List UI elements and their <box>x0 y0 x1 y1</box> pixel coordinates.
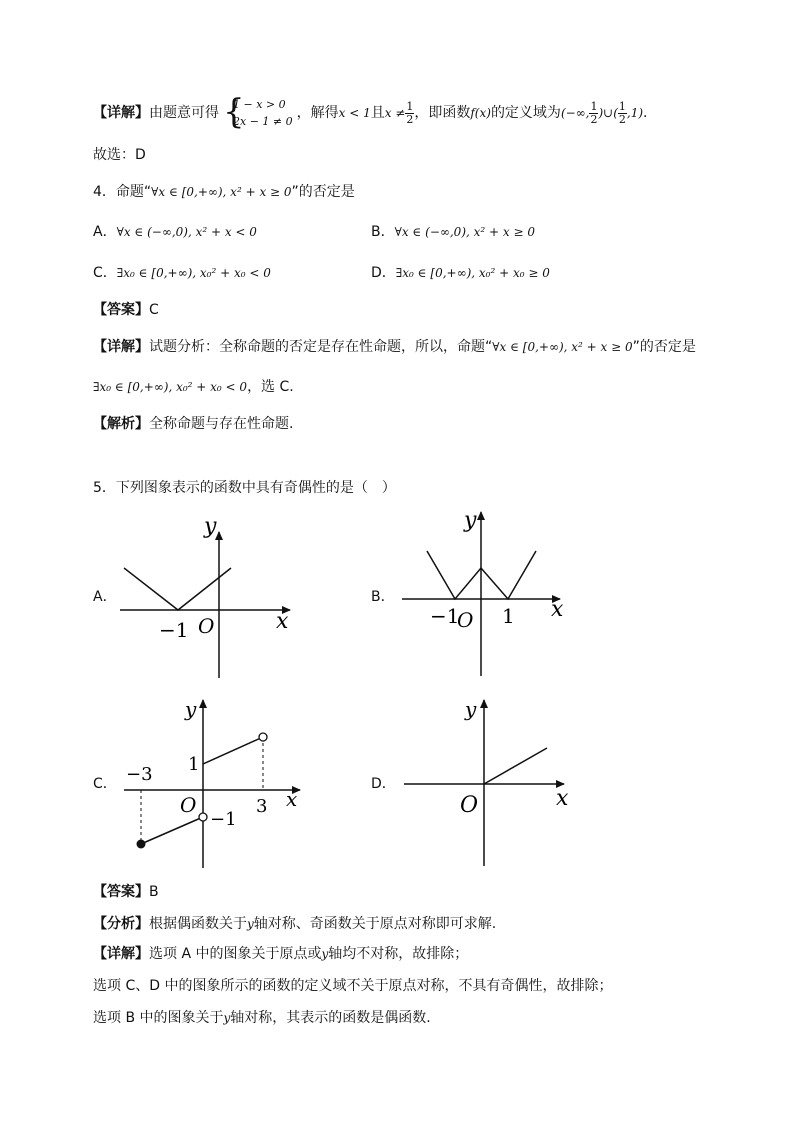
system-row-1: 1 − x > 0 <box>233 98 286 111</box>
fraction-half: $\frac{1}{2}$ <box>590 99 598 126</box>
graph-b-x-label: x <box>551 597 564 622</box>
q4-answer: 【答案】C <box>93 302 159 318</box>
graph-c-pos3: 3 <box>256 796 268 817</box>
detail-text: 由题意可得 <box>149 105 219 121</box>
q5-answer: 【答案】B <box>93 884 159 900</box>
equation-system: { 1 − x > 0 2x − 1 ≠ 0 <box>223 92 293 132</box>
q3-choice: 故选：D <box>93 147 146 163</box>
graph-b-y-label: y <box>464 508 477 533</box>
graph-c-open-point-top <box>259 733 267 741</box>
graph-a <box>120 532 290 678</box>
system-row-2: 2x − 1 ≠ 0 <box>233 115 293 128</box>
graph-c-lower-segment <box>141 817 203 844</box>
q5-detail-1: 【详解】选项 A 中的图象关于原点或y轴均不对称，故排除； <box>93 946 469 962</box>
graph-b-origin: O <box>457 608 474 632</box>
domain-left: (−∞, <box>560 106 590 120</box>
graph-c-neg1: −1 <box>210 809 237 830</box>
domain-mid: )∪( <box>598 106 618 120</box>
graph-c-x-label: x <box>286 787 298 811</box>
q5-label-a: A． <box>93 589 117 605</box>
detail-text: ，即函数 <box>414 105 471 121</box>
q5-detail-2: 选项 C、D 中的图象所示的函数的定义域不关于原点对称，不具有奇偶性，故排除； <box>93 978 613 994</box>
detail-tag: 【详解】 <box>93 105 149 121</box>
q4-analysis: 【解析】全称命题与存在性命题. <box>93 416 294 432</box>
stem-math: ∀x ∈ [0,+∞), x² + x ≥ 0 <box>151 185 292 199</box>
graph-d-y-label: y <box>465 697 477 721</box>
graph-a-curve <box>124 568 231 610</box>
q4-detail: 【详解】试题分析：全称命题的否定是存在性命题，所以，命题“∀x ∈ [0,+∞), x² + x ≥ 0”的否定是 <box>93 339 696 355</box>
period: . <box>643 105 648 121</box>
detail-text: 的定义域为 <box>490 105 561 121</box>
graph-b-neg1: −1 <box>430 604 460 628</box>
q4-option-a: A．∀x ∈ (−∞,0), x² + x < 0 <box>93 224 257 240</box>
q5-label-c: C． <box>93 776 117 792</box>
q5-detail-3: 选项 B 中的图象关于y轴对称，其表示的函数是偶函数. <box>93 1010 431 1026</box>
condition-2: x ≠ <box>384 106 406 120</box>
graph-a-neg1: −1 <box>159 618 189 642</box>
graph-a-origin: O <box>198 614 215 638</box>
graph-d-curve <box>484 748 547 784</box>
q5-stem: 5．下列图象表示的函数中具有奇偶性的是（ ） <box>93 480 396 496</box>
graph-a-x-label: x <box>276 609 289 634</box>
graph-b-pos1: 1 <box>502 604 515 628</box>
condition-1: x < 1 <box>338 106 371 120</box>
graph-b <box>402 512 560 676</box>
q5-label-b: B． <box>371 589 395 605</box>
q4-option-b: B．∀x ∈ (−∞,0), x² + x ≥ 0 <box>371 224 535 240</box>
graph-c-upper-segment <box>203 737 263 764</box>
fraction-half: $\frac{1}{2}$ <box>618 99 626 126</box>
graph-c-y-label: y <box>185 697 197 721</box>
q3-detail-line <box>93 92 648 132</box>
q4-detail-cont: ∃x₀ ∈ [0,+∞), x₀² + x₀ < 0，选 C. <box>93 379 294 395</box>
detail-text: ，解得 <box>296 105 339 121</box>
graph-c <box>124 700 300 868</box>
graph-a-y-label: y <box>204 514 217 539</box>
graph-c-origin: O <box>180 793 197 817</box>
graph-d <box>404 700 564 866</box>
q5-label-d: D． <box>371 776 396 792</box>
q4-option-d: D．∃x₀ ∈ [0,+∞), x₀² + x₀ ≥ 0 <box>371 265 550 281</box>
graph-d-x-label: x <box>556 786 569 811</box>
graph-c-open-point-bottom <box>199 813 207 821</box>
fraction-half: $\frac{1}{2}$ <box>406 99 414 126</box>
graph-c-closed-point <box>137 840 146 849</box>
domain-right: ,1) <box>626 106 644 120</box>
graph-c-neg3: −3 <box>126 764 153 785</box>
q4-stem: 4．命题“∀x ∈ [0,+∞), x² + x ≥ 0”的否定是 <box>93 184 355 200</box>
detail-text: 且 <box>370 105 385 121</box>
graph-b-curve <box>427 551 536 599</box>
q4-option-c: C．∃x₀ ∈ [0,+∞), x₀² + x₀ < 0 <box>93 265 271 281</box>
graph-c-one: 1 <box>188 754 200 775</box>
graph-d-origin: O <box>460 793 479 818</box>
q5-analysis: 【分析】根据偶函数关于y轴对称、奇函数关于原点对称即可求解. <box>93 916 497 932</box>
function-name: f(x) <box>470 106 491 120</box>
